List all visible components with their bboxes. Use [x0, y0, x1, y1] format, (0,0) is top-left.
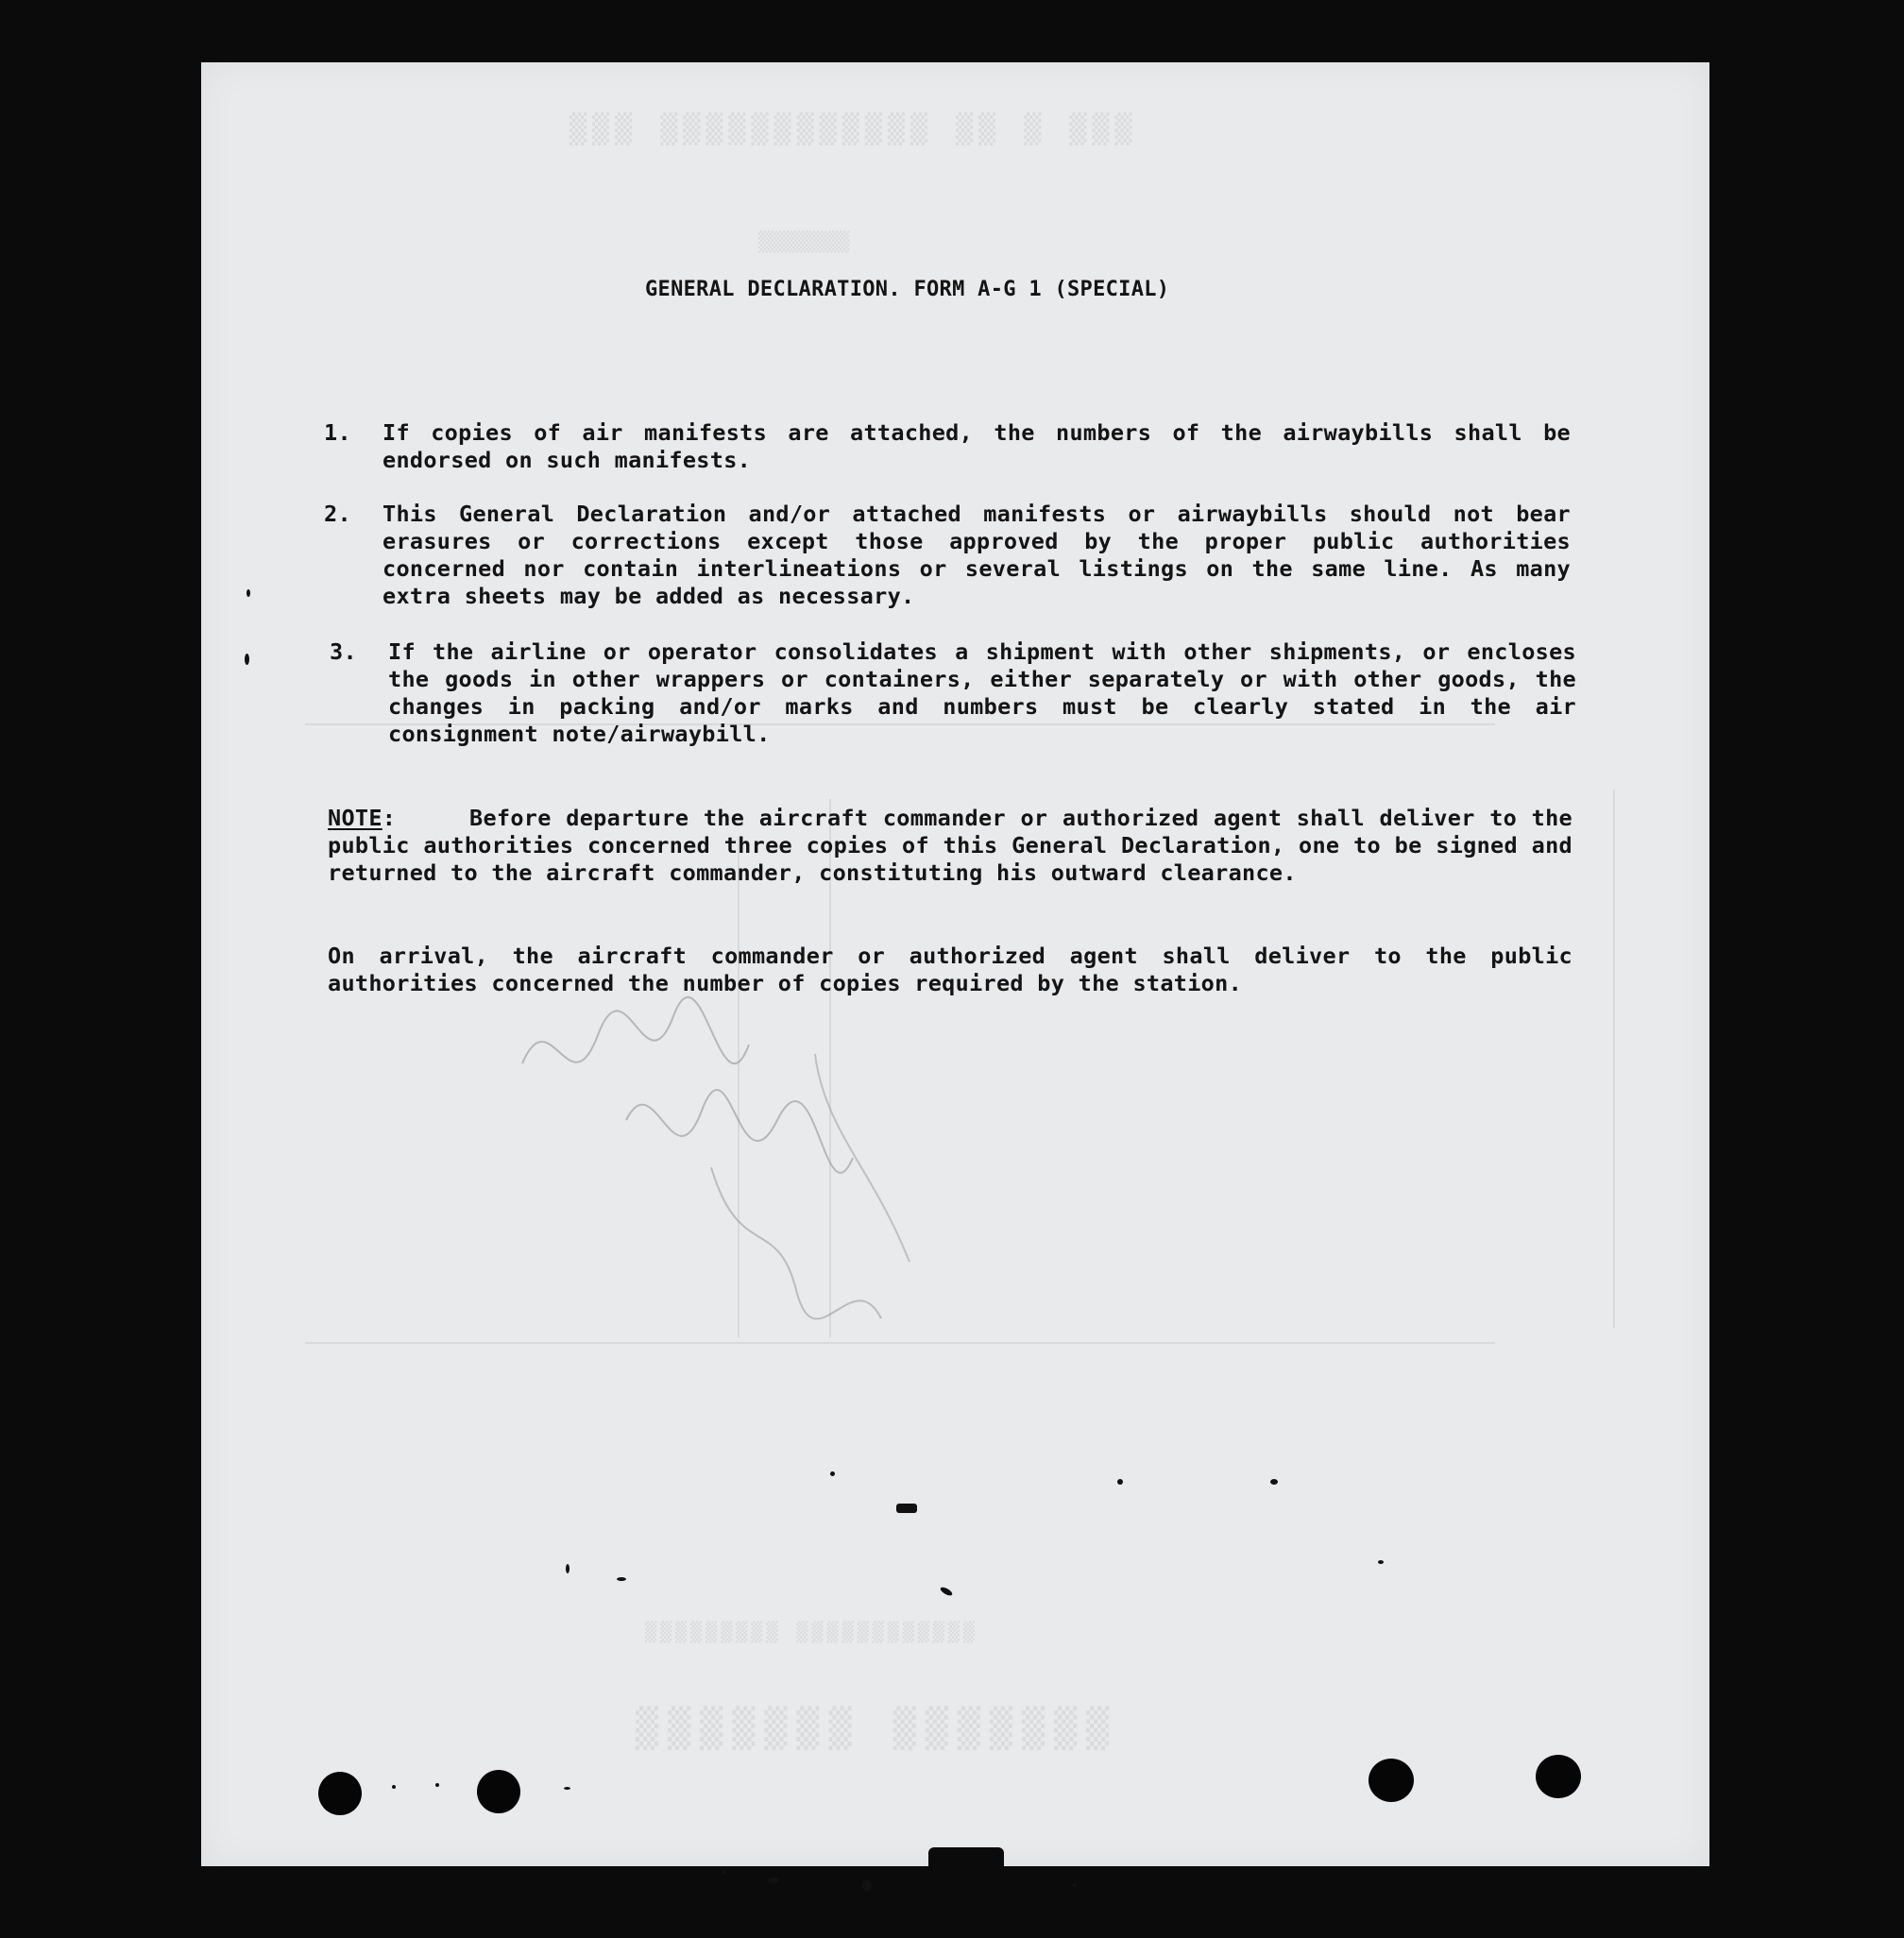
show-through-footer: ▒▒▒▒▒▒▒ ▒▒▒▒▒▒▒	[636, 1706, 1119, 1749]
instruction-item-3	[330, 638, 1576, 748]
ink-speck	[1270, 1479, 1278, 1485]
instruction-item-1	[324, 419, 1571, 474]
item-number: 3.	[330, 638, 357, 665]
ink-speck	[768, 1878, 779, 1883]
ink-speck	[862, 1879, 872, 1891]
item-text: If copies of air manifests are attached, the numbers of the airwaybills shall be endorsed on such manifests.	[382, 419, 1571, 473]
ink-speck	[564, 1787, 570, 1790]
punch-hole	[477, 1770, 520, 1813]
punch-hole	[1368, 1759, 1414, 1802]
ink-speck	[566, 1564, 570, 1573]
item-text: This General Declaration and/or attached manifests or airwaybills should not bear erasures or corrections except those approved by the proper public authorities concerned nor contain interlineations or several listings on the same line. As many extra sheets may be added as necessary.	[382, 501, 1571, 609]
ink-speck	[392, 1785, 396, 1789]
ink-dot-margin	[245, 654, 249, 665]
item-number: 2.	[324, 501, 351, 527]
punch-hole	[318, 1772, 362, 1815]
punch-hole	[1536, 1755, 1581, 1798]
note-label: NOTE	[328, 805, 382, 831]
item-number: 1.	[324, 419, 351, 446]
page-title: GENERAL DECLARATION. FORM A-G 1 (SPECIAL)	[645, 278, 1170, 301]
show-through-footer: ▒▒▒▒▒▒▒▒▒ ▒▒▒▒▒▒▒▒▒▒▒▒	[645, 1621, 978, 1643]
ink-speck	[1072, 1883, 1077, 1887]
item-text: If the airline or operator consolidates a shipment with other shipments, or encloses the goods in other wrappers or containers, either separately or with other goods, the changes in packing and/or marks and numbers must be clearly stated in the air consignment note/airwaybill.	[388, 638, 1576, 747]
ink-speck	[617, 1577, 626, 1581]
note-text: Before departure the aircraft commander or authorized agent shall deliver to the public authorities concerned three copies of this General Declaration, one to be signed and returned to the aircraft commander, constituting his outward clearance.	[328, 805, 1572, 886]
ink-speck	[830, 1471, 835, 1476]
tear-mark	[928, 1847, 1004, 1870]
ink-speck	[1378, 1560, 1384, 1564]
ink-speck	[896, 1504, 917, 1513]
show-through-heading: ▒▒▒ ▒▒▒▒▒▒▒▒▒▒▒▒ ▒▒ ▒ ▒▒▒	[570, 111, 1138, 144]
arrival-paragraph: On arrival, the aircraft commander or authorized agent shall deliver to the public authorities concerned the number of copies required by the station.	[328, 943, 1572, 996]
paper-sheet	[201, 62, 1709, 1866]
ink-dot-margin	[246, 589, 250, 597]
instruction-item-2	[324, 501, 1571, 610]
declaration-text	[201, 62, 1709, 1866]
ink-speck	[1117, 1479, 1123, 1485]
ink-speck	[435, 1783, 439, 1787]
ink-speck	[722, 1870, 726, 1874]
note-paragraph: NOTE: Before departure the aircraft commander or authorized agent shall deliver to the public authorities concerned three copies of this General Declaration, one to be signed and returned to the aircraft commander, constituting his outward clearance.	[328, 805, 1572, 886]
show-through-subheading: ▒▒▒▒▒▒▒▒	[758, 230, 850, 253]
